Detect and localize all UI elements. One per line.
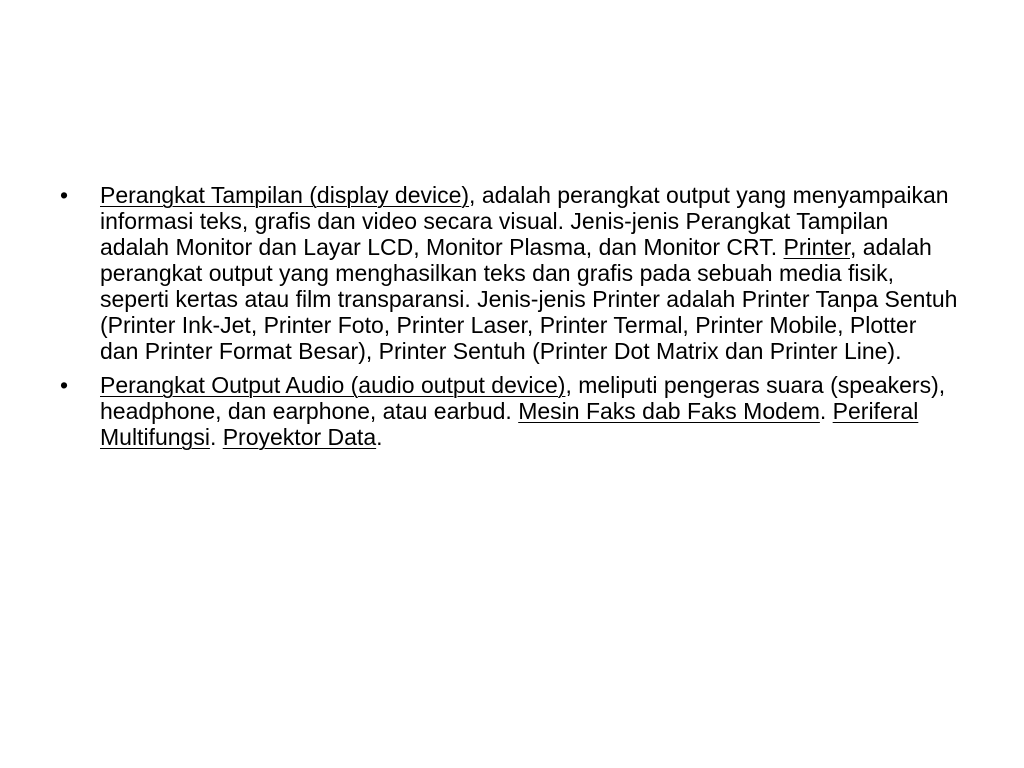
text-display-description: , adalah perangkat output yang menyampaikan informasi teks, grafis dan video secara visual. Jenis-jenis Perangkat Tampilan adalah Monitor dan Layar LCD, Monitor Plasma, dan Monitor CRT.: [100, 182, 949, 260]
bullet-marker: •: [60, 372, 69, 398]
bullet-marker: •: [60, 182, 69, 208]
text-audio-description: , meliputi pengeras suara (speakers), headphone, dan earphone, atau earbud.: [100, 372, 946, 424]
link-periferal-multifungsi[interactable]: Periferal Multifungsi: [100, 398, 919, 450]
text-printer-description: , adalah perangkat output yang menghasilkan teks dan grafis pada sebuah media fisik, seperti kertas atau film transparansi. Jenis-jenis Printer adalah Printer Tanpa Sentuh (Printer Ink-Jet, Printer Foto, Printer Laser, Printer Termal, Printer Mobile, Plotter dan Printer Format Besar), Printer Sentuh (Printer Dot Matrix dan Printer Line).: [100, 234, 958, 364]
link-mesin-faks[interactable]: Mesin Faks dab Faks Modem: [518, 398, 820, 424]
text-period: .: [376, 424, 383, 450]
bullet-item-display-printer: [60, 182, 960, 364]
link-proyektor-data[interactable]: Proyektor Data: [222, 424, 377, 450]
link-printer[interactable]: Printer: [783, 234, 850, 260]
link-perangkat-tampilan[interactable]: Perangkat Tampilan (display device): [100, 182, 470, 208]
link-perangkat-output-audio[interactable]: Perangkat Output Audio (audio output device): [100, 372, 566, 398]
bullet-item-audio-output: [60, 372, 960, 450]
text-separator: .: [819, 398, 833, 424]
text-separator: .: [209, 424, 223, 450]
bullet-list: [60, 182, 960, 458]
